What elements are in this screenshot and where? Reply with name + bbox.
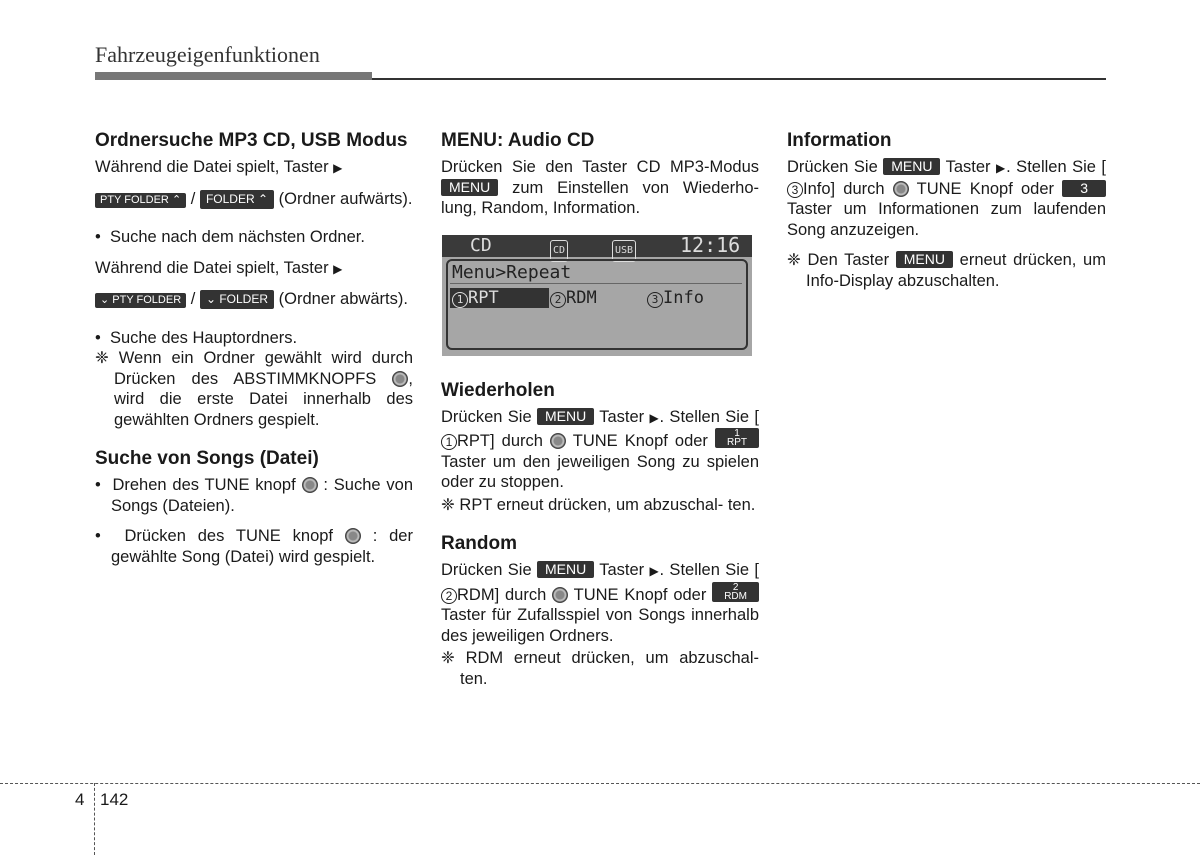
tune-knob-icon: [893, 181, 909, 197]
menu-key: MENU: [896, 251, 953, 268]
rdm-key: [712, 582, 759, 602]
play-triangle-icon: ▶: [996, 161, 1007, 175]
text: Suche nach dem nächsten Ordner.: [109, 228, 365, 246]
slash: /: [190, 290, 196, 308]
bullet-icon: •: [95, 527, 101, 545]
text: , wird die erste Datei innerhalb des gewählten Ordners gespielt.: [114, 369, 413, 429]
header-rule-thick: [95, 72, 372, 80]
tune-knob-icon: [550, 433, 566, 449]
heading-repeat: Wiederholen: [441, 379, 555, 401]
text: RDM erneut drücken, um abzuschal- ten.: [460, 649, 759, 688]
heading-song-search: Suche von Songs (Datei): [95, 448, 319, 469]
key-label: FOLDER: [205, 191, 255, 206]
lcd-menu-line: Menu>Repeat: [452, 261, 572, 283]
key-label: RPT: [726, 437, 747, 448]
text: (Ordner abwärts).: [278, 290, 408, 308]
text: Wenn ein Ordner gewählt wird durch Drücken des ABSTIMMKNOPFS: [114, 349, 413, 388]
key-label: PTY FOLDER: [100, 193, 169, 206]
text: TUNE Knopf oder: [916, 179, 1055, 198]
text: erneut drücken, um Info-Display abzuschalten.: [806, 251, 1106, 290]
paragraph-random: [441, 560, 759, 646]
paragraph-folder-up-keys: [95, 189, 413, 210]
text: RPT erneut drücken, um abzuschal- ten.: [459, 495, 756, 514]
text: . Stellen Sie [: [1006, 158, 1106, 176]
tune-knob-icon: [345, 528, 361, 544]
tune-knob-icon: [552, 587, 568, 603]
text: Drücken Sie: [787, 158, 878, 176]
play-triangle-icon: ▶: [333, 161, 343, 175]
text: TUNE Knopf oder: [572, 432, 708, 450]
menu-key: MENU: [441, 179, 498, 196]
paragraph-repeat: [441, 407, 759, 493]
menu-key: MENU: [537, 408, 594, 425]
text: Taster: [599, 561, 645, 579]
slash: /: [190, 189, 196, 208]
circled-number: 1: [452, 292, 468, 308]
text: Taster um den jeweiligen Song zu spielen oder zu stoppen.: [441, 452, 759, 491]
note: [95, 348, 413, 430]
text: Drücken Sie den Taster CD MP3-Modus: [441, 158, 759, 176]
column-3: [787, 130, 1106, 291]
note: [787, 250, 1106, 291]
play-triangle-icon: ▶: [649, 564, 660, 578]
key-label: FOLDER: [219, 292, 269, 306]
text: Den Taster: [807, 251, 890, 269]
text: RPT] durch: [457, 432, 543, 450]
list-item: [95, 475, 413, 516]
note-mark-icon: ❈: [441, 649, 455, 667]
chevron-down-icon: ⌄: [205, 292, 216, 306]
heading-menu-audio-cd: MENU: Audio CD: [441, 130, 595, 151]
footer-dashed-line: [0, 783, 1200, 784]
heading-information: Information: [787, 130, 892, 151]
circled-number: 2: [441, 588, 457, 604]
note-mark-icon: ❈: [787, 251, 801, 269]
usb-icon: USB: [612, 240, 636, 263]
text: . Stellen Sie [: [659, 561, 759, 579]
pty-folder-up-key: [95, 193, 186, 208]
list-item: [95, 526, 413, 567]
list-item: [95, 328, 413, 349]
option-label: Info: [663, 287, 704, 308]
play-triangle-icon: ▶: [333, 261, 343, 276]
circled-number: 2: [550, 292, 566, 308]
paragraph-information: [787, 157, 1106, 240]
play-triangle-icon: ▶: [649, 410, 660, 425]
chevron-up-icon: ⌃: [171, 193, 182, 206]
paragraph-folder-down: [95, 258, 413, 280]
circled-number: 3: [787, 182, 803, 198]
chapter-number: 4: [75, 790, 85, 809]
text: Drehen des TUNE knopf: [112, 476, 296, 494]
chevron-up-icon: ⌃: [257, 191, 269, 206]
text: Info] durch: [803, 179, 885, 198]
lcd-option-info: [647, 288, 704, 309]
key-number: 2: [732, 581, 739, 593]
lcd-option-rpt: [450, 288, 549, 309]
note: [441, 495, 759, 516]
paragraph-folder-down-keys: [95, 289, 413, 310]
key-label: PTY FOLDER: [112, 294, 182, 306]
header-rule-thin: [372, 78, 1106, 80]
text: (Ordner aufwärts).: [278, 189, 413, 208]
tune-knob-icon: [392, 371, 408, 387]
chevron-down-icon: ⌄: [100, 294, 110, 306]
key-number: 1: [734, 428, 740, 439]
text: Suche des Hauptordners.: [109, 328, 298, 347]
text: Taster für Zufallsspiel von Songs innerhalb des jeweiligen Ordners.: [441, 606, 759, 645]
paragraph-folder-up: [95, 157, 413, 179]
option-label: RDM: [566, 287, 597, 308]
lcd-clock: 12:16: [680, 232, 741, 257]
lcd-divider: [450, 283, 742, 284]
text: RDM] durch: [457, 585, 547, 604]
text: Taster: [599, 407, 645, 426]
column-2: [441, 130, 759, 689]
text: Während die Datei spielt, Taster: [95, 258, 329, 277]
heading-random: Random: [441, 533, 517, 554]
page-number: 142: [100, 790, 129, 809]
cd-icon: CD: [550, 240, 568, 263]
note-mark-icon: ❈: [95, 349, 109, 367]
column-1: [95, 130, 413, 567]
paragraph-menu: [441, 157, 759, 219]
bullet-icon: •: [95, 476, 101, 494]
text: Taster: [945, 158, 991, 176]
lcd-display: [442, 232, 752, 356]
footer-dashed-vline: [94, 783, 95, 855]
text: : Suche von Songs (Dateien).: [111, 476, 413, 515]
list-item: [95, 227, 413, 248]
folder-down-key: [200, 290, 274, 309]
option-label: RPT: [468, 287, 499, 308]
note-mark-icon: ❈: [441, 495, 455, 514]
text: Drücken Sie: [441, 407, 532, 426]
pty-folder-down-key: [95, 293, 186, 308]
text: . Stellen Sie [: [659, 407, 759, 426]
bullet-icon: •: [95, 228, 101, 246]
tune-knob-icon: [302, 477, 318, 493]
lcd-option-rdm: [550, 288, 597, 309]
lcd-mode: CD: [470, 234, 492, 256]
key-3: 3: [1062, 180, 1106, 197]
note: [441, 648, 759, 689]
text: Taster um Informationen zum laufenden Song anzuzeigen.: [787, 200, 1106, 239]
text: Drücken Sie: [441, 561, 532, 579]
text: : der gewählte Song (Datei) wird gespielt.: [111, 527, 413, 566]
text: Während die Datei spielt, Taster: [95, 158, 329, 176]
text: TUNE Knopf oder: [573, 585, 707, 604]
rpt-key: [715, 428, 759, 448]
circled-number: 1: [441, 434, 457, 450]
circled-number: 3: [647, 292, 663, 308]
menu-key: MENU: [883, 158, 940, 175]
page-header-title: Fahrzeugeigenfunktionen: [95, 42, 320, 67]
text: Drücken des TUNE knopf: [124, 527, 334, 545]
lcd-status-bar: [442, 232, 752, 257]
key-label: RDM: [724, 590, 747, 602]
heading-folder-search: Ordnersuche MP3 CD, USB Modus: [95, 130, 408, 151]
menu-key: MENU: [537, 561, 594, 578]
bullet-icon: •: [95, 328, 101, 347]
text: zum Einstellen von Wiederho- lung, Random, Information.: [441, 178, 759, 217]
folder-up-key: [200, 190, 274, 209]
